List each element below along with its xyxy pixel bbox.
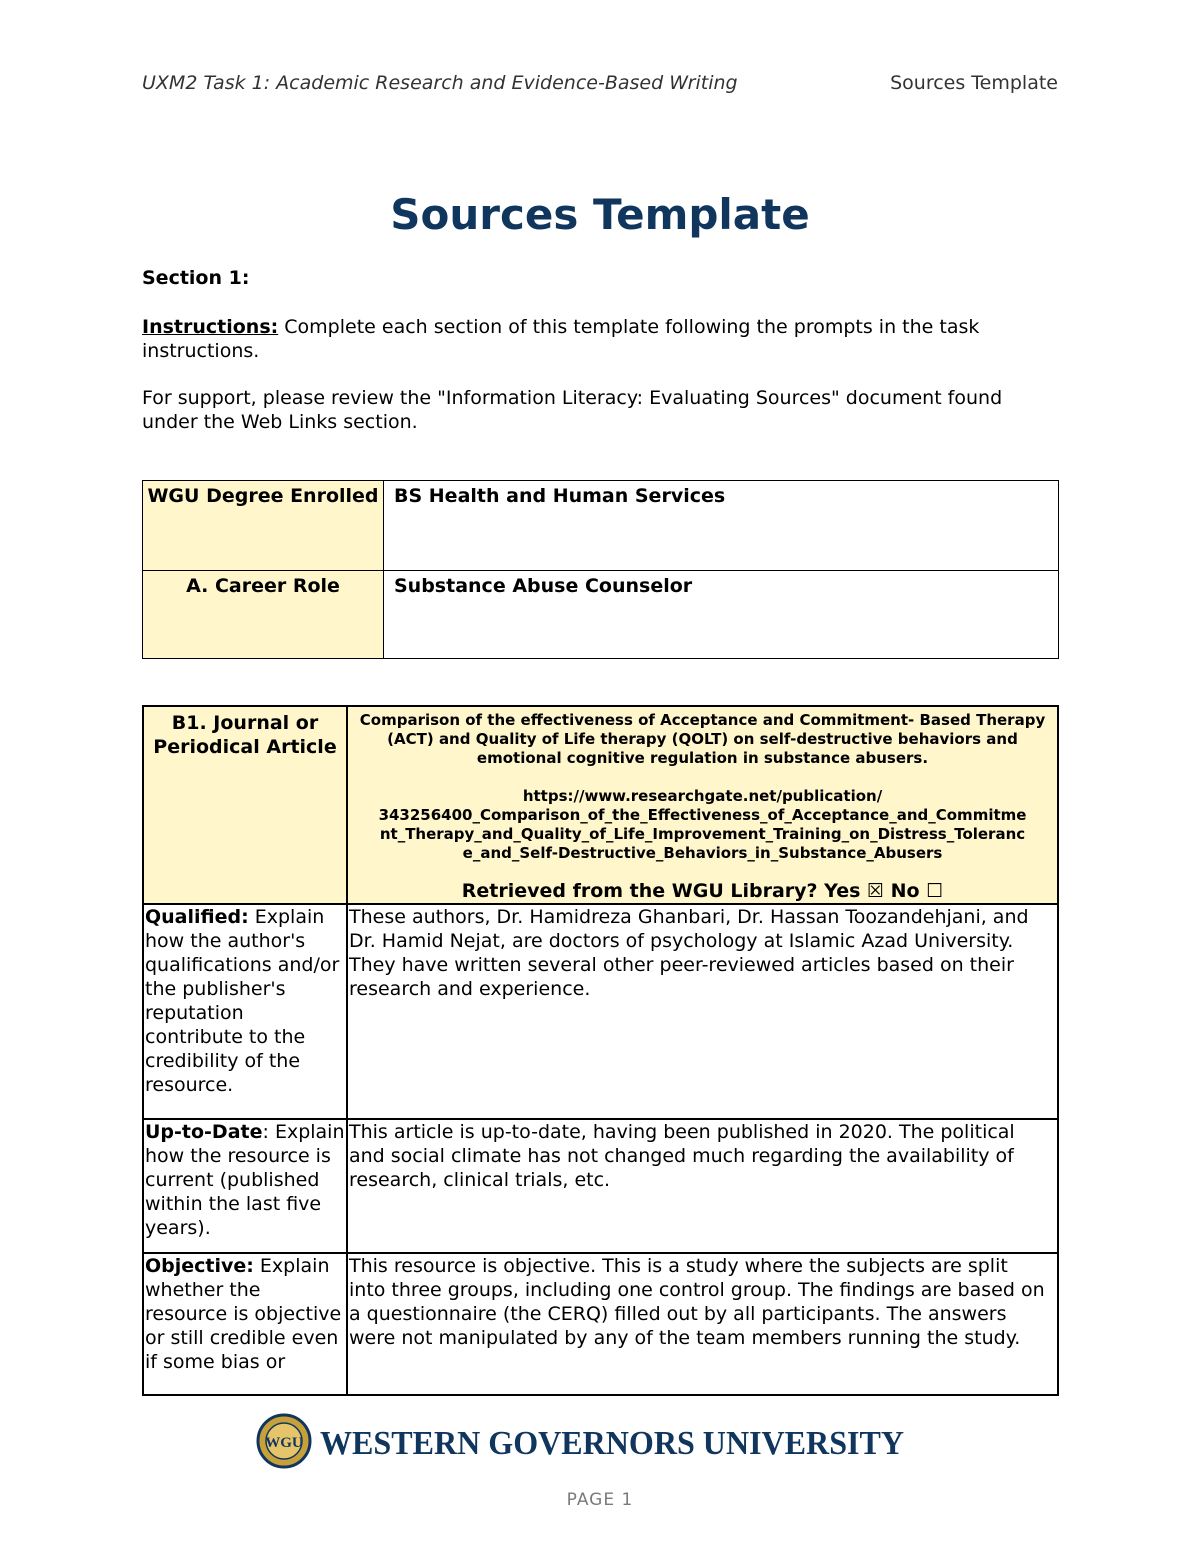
criterion-key: Objective: [145,1255,254,1277]
article-url-line: https://www.researchgate.net/publication/ [522,787,883,805]
table-row [143,904,1058,1119]
article-url-line: nt_Therapy_and_Quality_of_Life_Improvement_Training_on_Distress_Toleranc [379,825,1026,843]
degree-value: BS Health and Human Services [384,481,1059,571]
objective-answer: This resource is objective. This is a study where the subjects are split into three groups, including one control group. The findings are based on a questionnaire (the CERQ) filled out by all participants. The answers were not manipulated by any of the team members running the study. [347,1253,1058,1395]
objective-criterion [143,1253,347,1395]
table-row [143,1253,1058,1395]
section-heading: Section 1: [142,267,250,289]
degree-table [142,480,1059,659]
criterion-key: Up-to-Date [145,1121,263,1143]
career-role-label: A. Career Role [143,571,384,659]
up-to-date-criterion [143,1119,347,1253]
wgu-logo [256,1412,916,1470]
retrieved-from-library: Retrieved from the WGU Library? Yes ☒ No ☐ [461,880,944,902]
criterion-prompt: Explain how the author's qualifications and/or the publisher's reputation contribute to the credibility of the resource. [145,906,340,1096]
up-to-date-answer: This article is up-to-date, having been published in 2020. The political and social climate has not changed much regarding the availability of research, clinical trials, etc. [347,1119,1058,1253]
instructions-label: Instructions: [142,316,279,338]
article-url-line: e_and_Self-Destructive_Behaviors_in_Substance_Abusers [462,844,943,862]
criterion-key: Qualified: [145,906,249,928]
degree-label: WGU Degree Enrolled [143,481,384,571]
header-course-title: UXM2 Task 1: Academic Research and Evidence-Based Writing [142,72,738,94]
page-title: Sources Template [390,190,810,239]
table-row [143,1119,1058,1253]
career-role-value: Substance Abuse Counselor [384,571,1059,659]
page-number: PAGE 1 [566,1490,634,1510]
wgu-wordmark: WESTERN GOVERNORS UNIVERSITY [320,1425,904,1462]
table-row [143,481,1059,571]
criterion-prompt: Explain whether the resource is objective or still credible even if some bias or [145,1255,342,1373]
article-label: B1. Journal or Periodical Article [143,706,347,904]
table-row [143,571,1059,659]
wgu-seal-icon [256,1412,916,1470]
support-paragraph: For support, please review the "Information Literacy: Evaluating Sources" document found under the Web Links section. [142,387,1003,433]
instructions-paragraph [142,315,1057,363]
criterion-prompt: : Explain how the resource is current (published within the last five years). [145,1121,345,1239]
qualified-answer: These authors, Dr. Hamidreza Ghanbari, Dr. Hassan Toozandehjani, and Dr. Hamid Nejat, are doctors of psychology at Islamic Azad University. They have written several other peer-reviewed articles based on their research and experience. [347,904,1058,1119]
article-info [347,706,1058,904]
article-table [142,705,1059,1396]
instructions-text: Complete each section of this template following the prompts in the task instructions. [142,316,980,362]
qualified-criterion [143,904,347,1119]
table-row [143,706,1058,904]
article-url-line: 343256400_Comparison_of_the_Effectiveness_of_Acceptance_and_Commitme [378,806,1027,824]
header-doc-name: Sources Template [890,72,1058,94]
article-title: Comparison of the effectiveness of Acceptance and Commitment- Based Therapy (ACT) and Quality of Life therapy (QOLT) on self-destructive behaviors and emotional cognitive regulation in substance abusers. [359,711,1046,767]
wgu-seal-text: WGU [265,1435,303,1451]
